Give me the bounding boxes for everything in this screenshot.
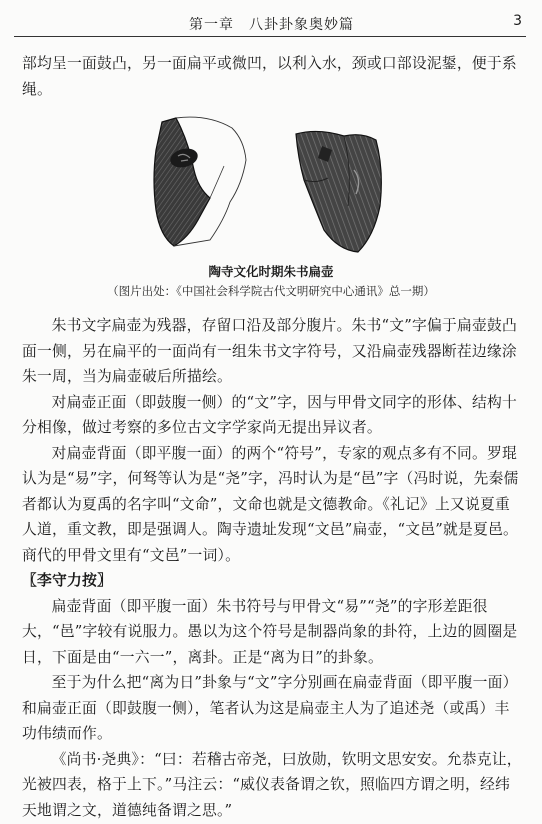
chapter-title: 第一章 八卦卦象奥妙篇 (189, 17, 354, 33)
body-text (22, 313, 522, 823)
body-paragraph: 对扁壶正面（即鼓腹一侧）的“文”字，因与甲骨文同字的形体、结构十分相像，做过考察的多位古文字学家尚无提出异议者。 (22, 393, 518, 436)
intro-text-block (22, 51, 522, 102)
figure-caption-title: 陶寺文化时期朱书扁壶 (208, 264, 334, 279)
note-paragraph: 《尚书·尧典》：“曰：若稽古帝尧，曰放勋，钦明文思安安。允恭克让，光被四表，格于上下。”马注云：“威仪表备谓之钦，照临四方谓之明，经纬天地谓之文，道德纯备谓之思。” (22, 750, 522, 819)
pottery-figure (148, 110, 394, 258)
figure-caption-source: （图片出处：《中国社会科学院古代文明研究中心通讯》总一期） (107, 284, 435, 298)
running-header (14, 10, 526, 37)
note-paragraph: 扁壶背面（即平腹一面）朱书符号与甲骨文“易”“尧”的字形差距很大，“邑”字较有说服力。愚以为这个符号是制器尚象的卦符，上边的圆圈是日，下面是由“一六一”，离卦。正是“离为日”的卦象。 (22, 597, 518, 666)
note-heading: 〖李守力按〗 (22, 572, 112, 589)
flat-pot-sherds-image (148, 110, 394, 258)
body-paragraph: 朱书文字扁壶为残器，存留口沿及部分腹片。朱书“文”字偏于扁壶鼓凸面一侧，另在扁平的一面尚有一组朱书文字符号，又沿扁壶残器断茬边缘涂朱一周，当为扁壶破后所描绘。 (22, 317, 518, 385)
intro-paragraph: 部均呈一面鼓凸，另一面扁平或微凹，以利入水，颈或口部设泥鋬，便于系绳。 (22, 55, 517, 98)
page-number: 3 (513, 13, 522, 29)
note-paragraph: 至于为什么把“离为日”卦象与“文”字分别画在扁壶背面（即平腹一面）和扁壶正面（即鼓腹一侧），笔者认为这是扁壶主人为了追述尧（或禹）丰功伟绩而作。 (22, 674, 518, 742)
body-paragraph: 对扁壶背面（即平腹一面）的两个“符号”，专家的观点多有不同。罗琨认为是“易”字，何驽等认为是“尧”字，冯时认为是“邑”字（冯时说，先秦儒者都认为夏禹的名字叫“文命”，文命也就是文德教命。《礼记》上又说夏重人道，重文教，即是强调人。陶寺遗址发现“文邑”扁壶，“文邑”就是夏邑。商代的甲骨文里有“文邑”一词）。 (22, 444, 519, 564)
